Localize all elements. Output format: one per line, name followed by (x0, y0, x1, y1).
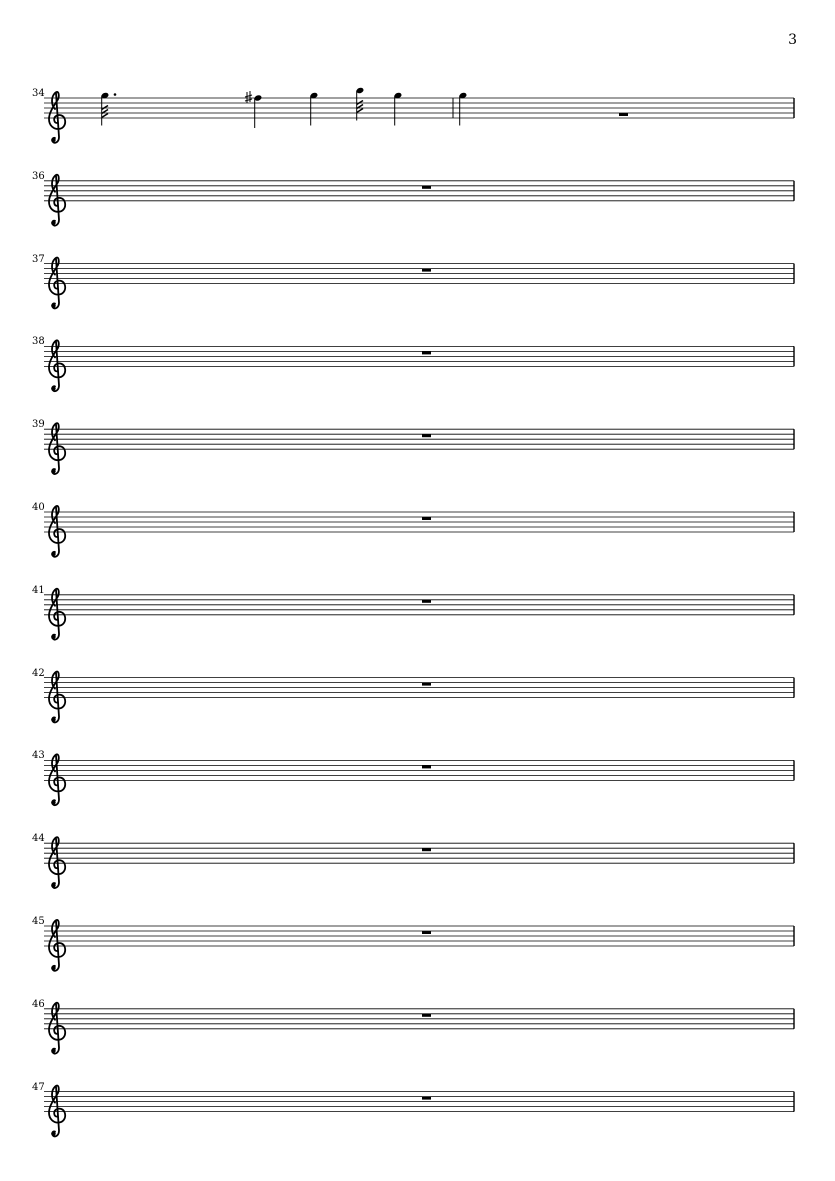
measure-number: 40 (32, 502, 45, 513)
whole-rest (422, 1014, 431, 1017)
note-flag (357, 109, 363, 113)
note-flag (357, 101, 363, 105)
half-rest (619, 113, 628, 116)
whole-rest (422, 1097, 431, 1100)
measure-number: 41 (32, 584, 45, 596)
note-flag (102, 106, 108, 110)
whole-rest (422, 848, 431, 851)
staff-system (44, 506, 794, 557)
staff-system (44, 258, 794, 309)
treble-clef-icon (49, 92, 65, 143)
staff-system (44, 175, 794, 226)
whole-rest (422, 434, 431, 437)
staff-system (44, 920, 794, 971)
whole-rest (422, 600, 431, 603)
staff-system (44, 837, 794, 888)
treble-clef-icon (49, 837, 65, 888)
staff-system (44, 87, 794, 143)
whole-rest (422, 683, 431, 686)
staff-system (44, 423, 794, 474)
whole-rest (422, 765, 431, 768)
measure-number: 45 (32, 916, 45, 927)
staff-system (44, 589, 794, 640)
staff-system (44, 1003, 794, 1054)
treble-clef-icon (49, 1086, 65, 1137)
page-number: 3 (788, 32, 797, 48)
augmentation-dot (114, 93, 117, 96)
treble-clef-icon (49, 175, 65, 226)
measure-number: 42 (32, 667, 45, 679)
whole-rest (422, 186, 431, 189)
staff-system (44, 1086, 794, 1137)
treble-clef-icon (49, 258, 65, 309)
measure-number: 38 (32, 336, 45, 348)
staff-system (44, 340, 794, 391)
whole-rest (422, 517, 431, 520)
treble-clef-icon (49, 754, 65, 805)
measure-number: 47 (32, 1081, 45, 1093)
measure-number: 36 (32, 170, 45, 182)
measure-number: 34 (32, 88, 45, 99)
whole-rest (422, 269, 431, 272)
measure-number: 44 (32, 833, 45, 845)
staff-system (44, 672, 794, 723)
note-flag (102, 114, 108, 118)
treble-clef-icon (49, 672, 65, 723)
treble-clef-icon (49, 423, 65, 474)
treble-clef-icon (49, 920, 65, 971)
whole-rest (422, 351, 431, 354)
treble-clef-icon (49, 340, 65, 391)
treble-clef-icon (49, 506, 65, 557)
measure-number: 39 (32, 419, 45, 431)
treble-clef-icon (49, 589, 65, 640)
staff-system (44, 754, 794, 805)
measure-number: 46 (32, 998, 45, 1010)
measure-number: 37 (32, 253, 45, 265)
sharp-icon (245, 91, 252, 103)
measure-number: 43 (32, 750, 45, 762)
whole-rest (422, 931, 431, 934)
treble-clef-icon (49, 1003, 65, 1054)
